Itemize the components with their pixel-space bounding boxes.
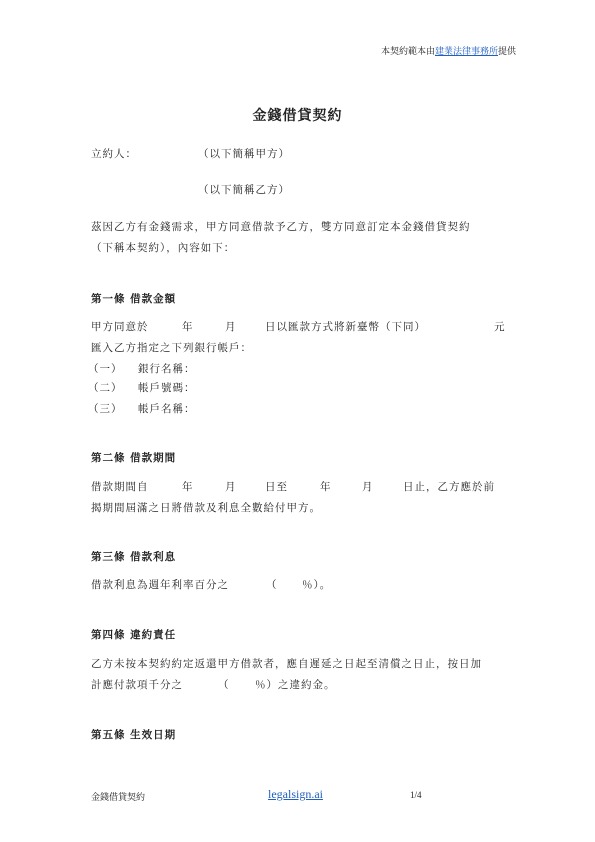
article-1-line-2: 匯入乙方指定之下列銀行帳戶： xyxy=(91,342,252,354)
article-2-month-2: 月 xyxy=(362,481,374,493)
bank-item-1-label: 銀行名稱： xyxy=(138,363,196,375)
bank-item-3-label: 帳戶名稱： xyxy=(138,403,196,415)
article-2-line-2: 揭期間屆滿之日將借款及利息全數給付甲方。 xyxy=(91,502,321,514)
article-2-line-1-end: 日止，乙方應於前 xyxy=(403,481,495,493)
bank-item-3-number: （三） xyxy=(88,403,123,415)
footer-page-number: 1/4 xyxy=(410,790,422,800)
article-1-heading: 第一條 借款金額 xyxy=(91,293,177,305)
document-title: 金錢借貸契約 xyxy=(252,108,343,124)
bank-item-2-number: （二） xyxy=(88,382,123,394)
article-2-heading: 第二條 借款期間 xyxy=(91,452,177,464)
article-4-paren-open: （ xyxy=(218,679,230,691)
header-suffix: 提供 xyxy=(497,47,516,57)
preamble-line-2: （下稱本契約），內容如下： xyxy=(91,242,236,254)
party-b-label: （以下簡稱乙方） xyxy=(198,184,290,196)
article-4-line-1: 乙方未按本契約約定返還甲方借款者，應自遲延之日起至清償之日止，按日加 xyxy=(91,658,482,670)
article-1-year: 年 xyxy=(182,321,194,333)
article-4-line-2-end: ％）之違約金。 xyxy=(255,679,336,691)
article-2-day-to: 日至 xyxy=(265,481,288,493)
preamble-line-1: 茲因乙方有金錢需求，甲方同意借款予乙方，雙方同意訂定本金錢借貸契約 xyxy=(91,221,471,233)
header-credit xyxy=(381,44,516,57)
article-5-heading: 第五條 生效日期 xyxy=(91,729,177,741)
article-3-text-end: ％）。 xyxy=(302,579,332,591)
article-1-currency-unit: 元 xyxy=(494,321,506,333)
bank-item-1-number: （一） xyxy=(88,363,123,375)
party-a-label: （以下簡稱甲方） xyxy=(198,148,290,160)
parties-label: 立約人： xyxy=(91,148,137,160)
article-2-line-1-start: 借款期間自 xyxy=(91,481,149,493)
article-3-paren-open: （ xyxy=(266,579,278,591)
article-2-month-1: 月 xyxy=(225,481,237,493)
header-prefix: 本契約範本由 xyxy=(380,47,435,57)
footer-site-link[interactable]: legalsign.ai xyxy=(268,787,323,801)
firm-link[interactable]: 建業法律事務所 xyxy=(434,47,498,57)
article-4-line-2-start: 計應付款項千分之 xyxy=(91,679,183,691)
footer-document-name: 金錢借貸契約 xyxy=(91,793,146,803)
article-4-heading: 第四條 違約責任 xyxy=(91,629,177,641)
article-3-heading: 第三條 借款利息 xyxy=(91,551,177,563)
article-1-line-1-middle: 日以匯款方式將新臺幣（下同） xyxy=(265,321,426,333)
article-3-text-start: 借款利息為週年利率百分之 xyxy=(91,579,229,591)
article-2-year-2: 年 xyxy=(320,481,332,493)
article-2-year-1: 年 xyxy=(182,481,194,493)
bank-item-2-label: 帳戶號碼： xyxy=(138,382,196,394)
article-1-line-1-start: 甲方同意於 xyxy=(91,321,149,333)
article-1-month: 月 xyxy=(225,321,237,333)
